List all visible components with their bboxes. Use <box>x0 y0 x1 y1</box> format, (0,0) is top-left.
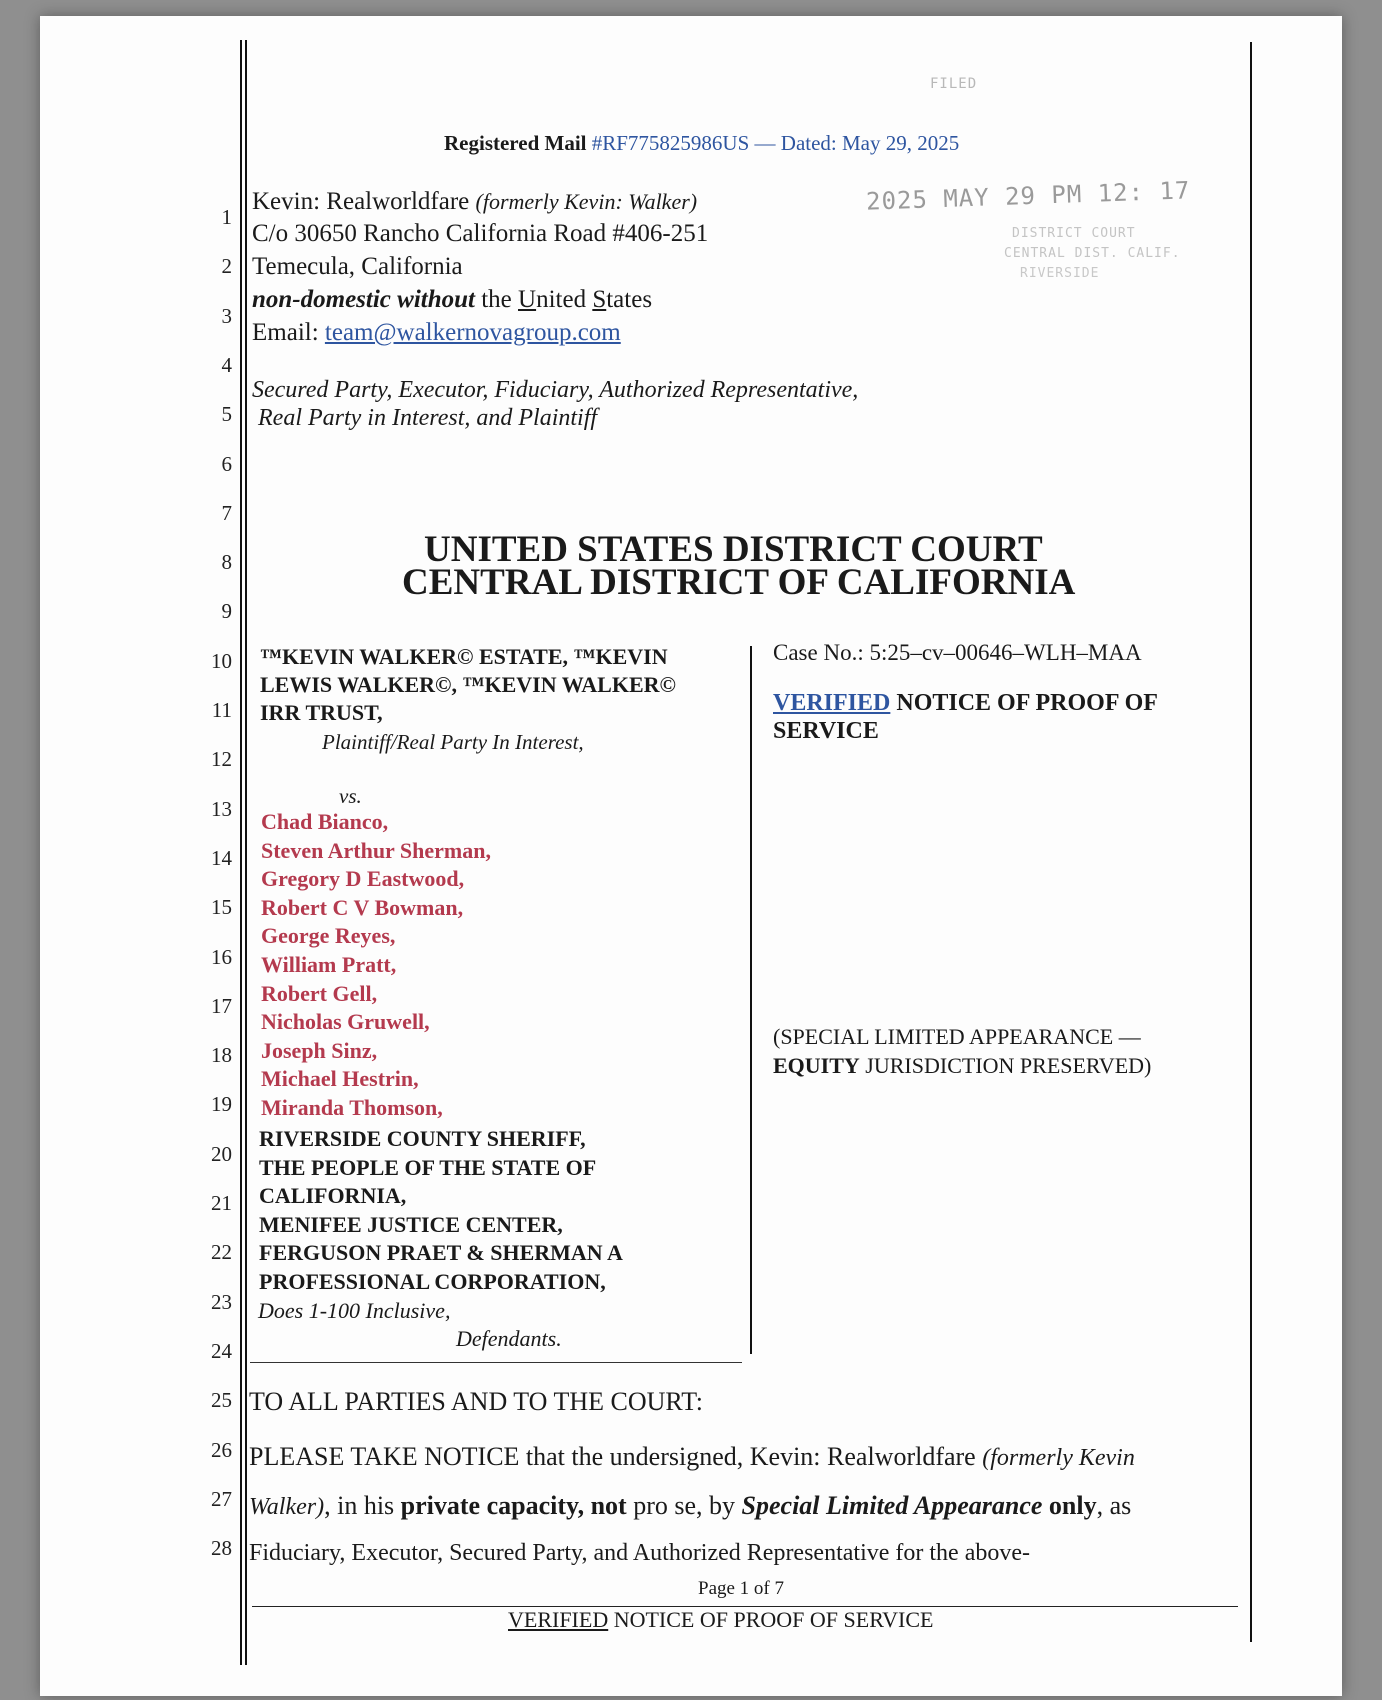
line-number: 5 <box>221 402 232 427</box>
line-number: 11 <box>211 698 232 722</box>
defendant-name: Joseph Sinz, <box>261 1037 378 1063</box>
line-number: 1 <box>221 205 232 229</box>
defendant-entity: THE PEOPLE OF THE STATE OF <box>259 1154 597 1180</box>
line-number: 9 <box>221 599 232 624</box>
sender-address2: Temecula, California <box>252 253 463 280</box>
line-number: 21 <box>211 1191 232 1215</box>
defendant-name: Nicholas Gruwell, <box>261 1009 430 1035</box>
title-verified: VERIFIED <box>773 690 891 716</box>
right-margin-rule <box>1250 42 1252 1642</box>
line-number: 28 <box>211 1536 232 1561</box>
registered-number: #RF775825986US <box>591 131 750 155</box>
line-number: 8 <box>221 550 232 575</box>
footer-title <box>508 1607 933 1633</box>
line27-c: private capacity, not <box>400 1491 627 1520</box>
line-number: 23 <box>211 1289 232 1314</box>
registered-mail-header <box>444 131 959 156</box>
versus: vs. <box>339 784 362 808</box>
defendant-name: Miranda Thomson, <box>261 1095 443 1120</box>
title-rest: NOTICE OF PROOF OF <box>890 690 1158 716</box>
plaintiff-role: Plaintiff/Real Party In Interest, <box>322 730 584 754</box>
caption-bottom-rule <box>250 1362 742 1363</box>
plaintiff-line1: ™KEVIN WALKER© ESTATE, ™KEVIN <box>260 644 668 669</box>
line-number: 2 <box>221 254 232 279</box>
line-number: 19 <box>211 1092 232 1117</box>
sender-name <box>252 188 697 216</box>
line27-f: only <box>1042 1491 1097 1520</box>
equity-rest: JURISDICTION PRESERVED) <box>859 1053 1152 1078</box>
sender-role-line1: Secured Party, Executor, Fiduciary, Authorized Representative, <box>252 377 859 403</box>
nondomestic-s: S <box>592 286 607 313</box>
document-title-line1 <box>773 690 1158 717</box>
left-margin-rule-inner <box>245 40 247 1665</box>
defendant-name: Robert C V Bowman, <box>261 894 464 920</box>
court-stamp-date: 2025 MAY 29 PM 12: 17 <box>865 176 1191 216</box>
nondomestic-bold: non-domestic without <box>252 286 475 313</box>
plaintiff-line2: LEWIS WALKER©, ™KEVIN WALKER© <box>260 672 676 697</box>
sender-address1: C/o 30650 Rancho California Road #406-251 <box>252 220 709 247</box>
line-number: 13 <box>211 796 232 821</box>
dated-text: — Dated: May 29, 2025 <box>749 131 960 155</box>
defendant-name: Steven Arthur Sherman, <box>261 837 491 863</box>
email-label: Email: <box>252 319 325 346</box>
defendant-entity: PROFESSIONAL CORPORATION, <box>259 1269 606 1294</box>
line-number: 20 <box>211 1141 232 1166</box>
defendant-entity: FERGUSON PRAET & SHERMAN A <box>259 1240 623 1266</box>
court-stamp-line3: RIVERSIDE <box>1020 266 1100 281</box>
court-stamp-line1: DISTRICT COURT <box>1012 226 1136 241</box>
defendants-label: Defendants. <box>456 1326 562 1351</box>
line-number: 25 <box>211 1388 232 1413</box>
line27-e: Special Limited Appearance <box>741 1491 1043 1520</box>
body-line26 <box>249 1442 1135 1472</box>
equity-bold: EQUITY <box>773 1053 860 1078</box>
line26-a: PLEASE TAKE NOTICE that the undersigned, Kevin: Realworldfare <box>249 1442 983 1471</box>
sender-nondomestic <box>252 286 652 314</box>
line-number: 10 <box>211 648 232 673</box>
line26-b: (formerly Kevin <box>982 1445 1135 1471</box>
line-number: 15 <box>211 895 232 920</box>
line-number: 24 <box>211 1338 232 1363</box>
defendant-name: William Pratt, <box>261 952 397 977</box>
nondomestic-u: U <box>518 286 537 313</box>
body-line28: Fiduciary, Executor, Secured Party, and Authorized Representative for the above- <box>249 1540 1030 1566</box>
page-number: Page 1 of 7 <box>698 1578 785 1599</box>
line-number: 12 <box>211 747 232 772</box>
nondomestic-tates: tates <box>606 286 653 313</box>
nondomestic-nited: nited <box>536 286 593 313</box>
sender-email-line <box>252 319 621 347</box>
line-number: 26 <box>211 1437 232 1462</box>
defendant-name: Michael Hestrin, <box>261 1066 419 1092</box>
appearance-line2 <box>773 1053 1151 1079</box>
registered-label: Registered Mail <box>444 131 592 155</box>
document-title-line2: SERVICE <box>773 718 879 744</box>
defendant-entity: RIVERSIDE COUNTY SHERIFF, <box>259 1126 586 1151</box>
defendant-name: Chad Bianco, <box>261 809 389 834</box>
footer-title-rest: NOTICE OF PROOF OF SERVICE <box>608 1607 934 1632</box>
line27-d: pro se, by <box>626 1491 742 1520</box>
defendant-name: Robert Gell, <box>261 980 378 1006</box>
body-line25: TO ALL PARTIES AND TO THE COURT: <box>249 1387 704 1416</box>
line-number: 22 <box>211 1240 232 1265</box>
nondomestic-the: the <box>474 286 519 313</box>
body-line27 <box>249 1491 1131 1521</box>
defendant-entity: MENIFEE JUSTICE CENTER, <box>259 1211 563 1237</box>
line-number: 16 <box>211 944 232 969</box>
appearance-line1: (SPECIAL LIMITED APPEARANCE — <box>773 1024 1141 1049</box>
left-margin-rule <box>240 40 242 1665</box>
sender-name-text: Kevin: Realworldfare <box>252 188 476 215</box>
line-number: 14 <box>211 845 232 870</box>
defendant-name: Gregory D Eastwood, <box>261 866 465 892</box>
line-number: 18 <box>211 1043 232 1068</box>
sender-formerly: (formerly Kevin: Walker) <box>475 189 698 214</box>
court-title-line1: UNITED STATES DISTRICT COURT <box>424 529 1043 570</box>
caption-divider <box>750 646 752 1354</box>
court-stamp-top: FILED <box>930 76 978 92</box>
line-number: 17 <box>211 993 232 1018</box>
line27-g: , as <box>1096 1491 1132 1520</box>
footer-verified: VERIFIED <box>508 1607 609 1632</box>
case-number: Case No.: 5:25–cv–00646–WLH–MAA <box>773 640 1142 665</box>
line27-b: , in his <box>324 1491 401 1520</box>
defendant-entity: CALIFORNIA, <box>259 1183 407 1209</box>
sender-role-line2: Real Party in Interest, and Plaintiff <box>258 405 598 431</box>
defendant-name: George Reyes, <box>261 923 396 949</box>
plaintiff-line3: IRR TRUST, <box>260 700 383 725</box>
court-title-line2: CENTRAL DISTRICT OF CALIFORNIA <box>402 562 1076 603</box>
line27-a: Walker) <box>249 1494 325 1520</box>
line-number: 3 <box>221 303 232 328</box>
court-stamp-line2: CENTRAL DIST. CALIF. <box>1004 246 1181 261</box>
does-line: Does 1-100 Inclusive, <box>258 1298 451 1323</box>
line-number: 6 <box>221 451 232 476</box>
line-number: 7 <box>221 500 232 525</box>
email-link[interactable]: team@walkernovagroup.com <box>324 319 621 346</box>
line-number: 27 <box>211 1486 232 1511</box>
line-number: 4 <box>221 352 232 377</box>
